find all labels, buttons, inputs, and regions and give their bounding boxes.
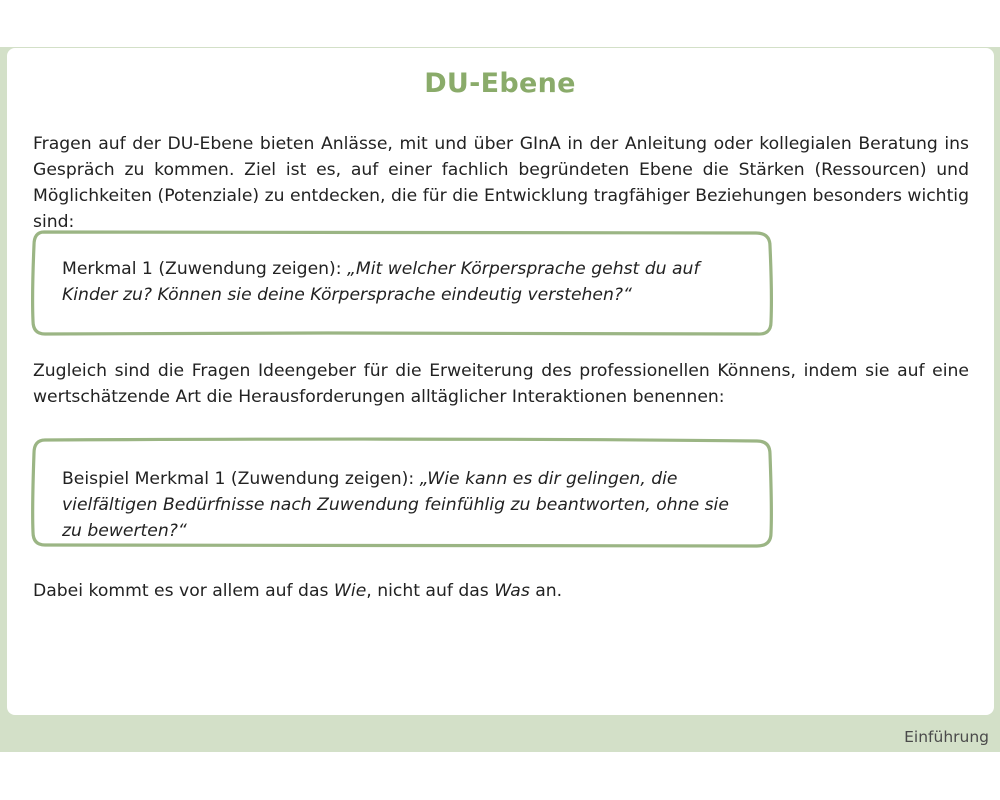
closing-part-3: an. <box>529 581 563 601</box>
closing-emphasis-wie: Wie <box>333 581 367 601</box>
intro-paragraph: Fragen auf der DU-Ebene bieten Anlässe, mit und über GInA in der Anleitung oder kollegialen Beratung ins Gespräch zu kommen. Ziel ist es, auf einer fachlich begründeten Ebene die Stärken (Ressourcen) und Möglichkeiten (Potenziale) zu entdecken, die für die Entwicklung tragfähiger Beziehungen besonders wichtig sind: <box>33 134 969 232</box>
second-paragraph: Zugleich sind die Fragen Ideengeber für die Erweiterung des professionellen Könnens, indem sie auf eine wertschätzende Art die Herausforderungen alltäglicher Interaktionen benennen: <box>33 361 969 407</box>
quote-2-question: „Wie kann es dir gelingen, die vielfältigen Bedürfnisse nach Zuwendung feinfühlig zu beantworten, ohne sie zu bewerten?“ <box>62 469 729 541</box>
quote-box-2-text <box>62 466 752 544</box>
quote-1-label: Merkmal 1 (Zuwendung zeigen): <box>62 259 348 279</box>
closing-paragraph <box>33 578 969 604</box>
section-label[interactable]: Einführung <box>904 728 989 746</box>
closing-part-1: Dabei kommt es vor allem auf das <box>33 581 334 601</box>
closing-emphasis-was: Was <box>494 581 530 601</box>
page-title: DU-Ebene <box>424 68 576 99</box>
closing-part-2: , nicht auf das <box>366 581 495 601</box>
quote-box-1-text <box>62 256 752 308</box>
quote-2-label: Beispiel Merkmal 1 (Zuwendung zeigen): <box>62 469 420 489</box>
quote-1-question: „Mit welcher Körpersprache gehst du auf Kinder zu? Können sie deine Körpersprache eindeutig verstehen?“ <box>62 259 700 305</box>
